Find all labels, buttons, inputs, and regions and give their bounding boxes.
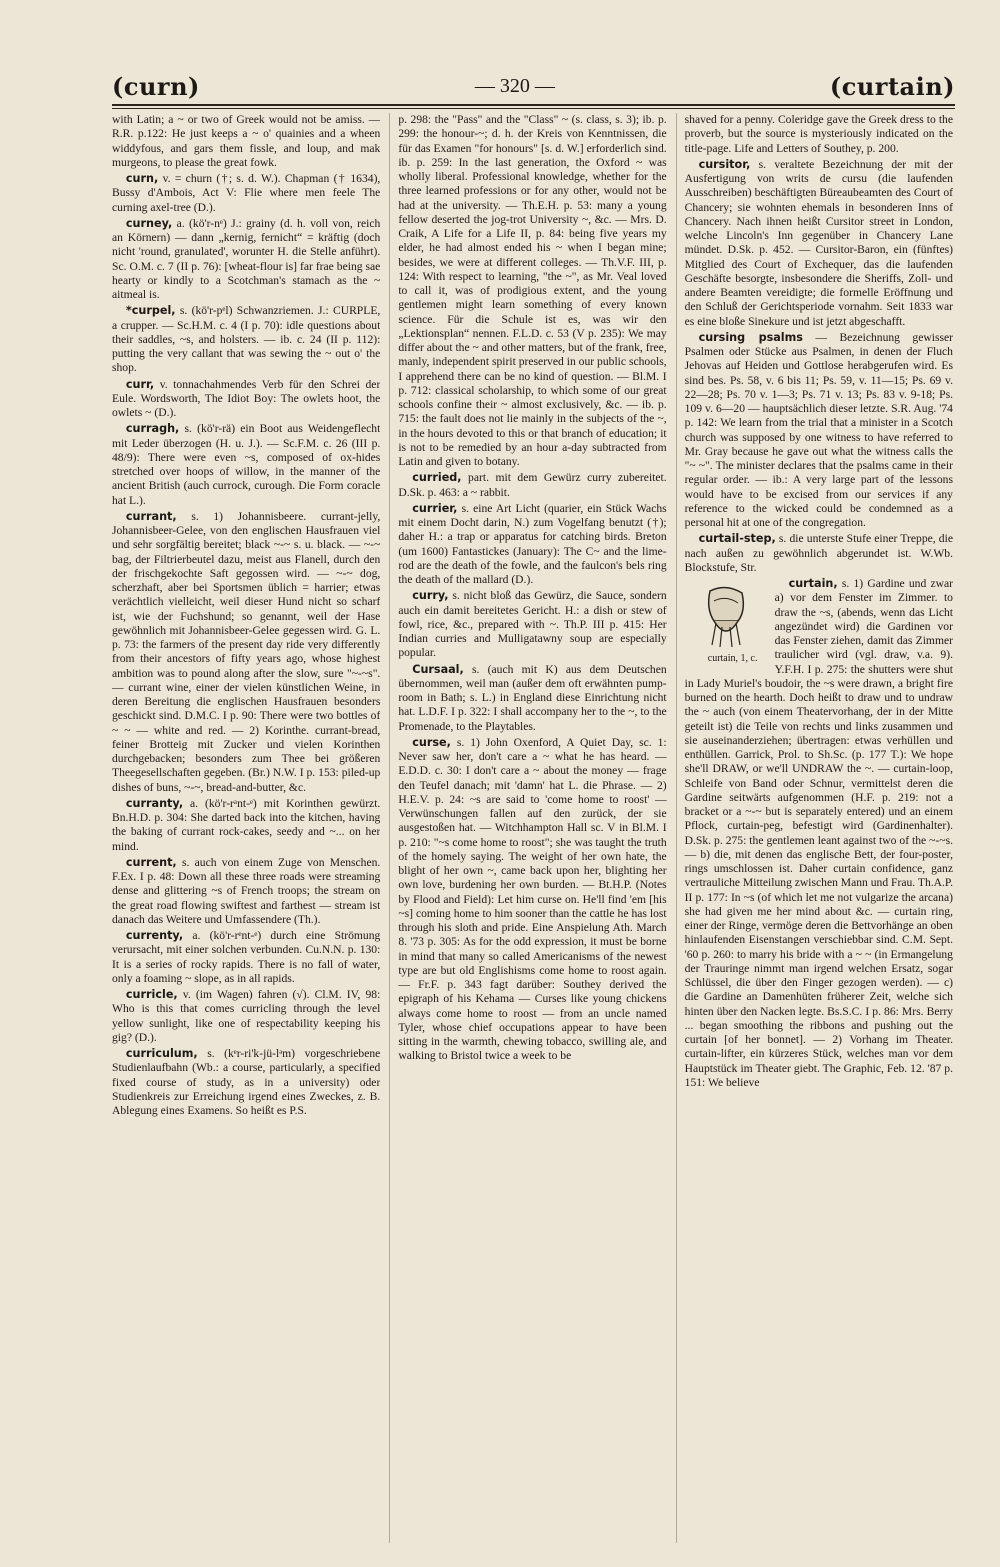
entry-headword: cursing psalms bbox=[698, 330, 803, 344]
entry-headword: currant, bbox=[125, 509, 177, 523]
header-rule bbox=[112, 104, 955, 109]
dictionary-entry bbox=[112, 510, 380, 795]
entry-text: v. (im Wagen) fahren (√). Cl.M. IV, 98: Who is this that comes curricling through the level yellow sunlight, like one of respectability keeping his gig? (D.). bbox=[112, 988, 381, 1044]
page-number: — 320 — bbox=[474, 74, 555, 97]
entry-text: s. (auch mit K) aus dem Deutschen übernommen, weil man (außer dem oft erwähnten pump-room in Bath; s. L.) in England diese Einrichtung nicht hat. L.D.F. I p. 322: I shall accompany her to the ~, to the Promenade, to the Playtables. bbox=[398, 662, 667, 733]
entry-text: a. (kö'r-nᵉ) J.: grainy (d. h. voll von, reich an Körnern) — dann „kernig, fernicht“ = kräftig (doch nicht 'round, granulated', worunter H. die Stelle anführt). Sc. O.M. c. 7 (II p. 76): [wheat-flour is] far frae being sae hearty or kindly to a Scotchman's stamach as the ~ aitmeal is. bbox=[112, 216, 381, 301]
dictionary-entry bbox=[112, 422, 380, 508]
entry-text: with Latin; a ~ or two of Greek would not be amiss. — R.R. p.122: He just keeps a ~ o' quainies and a wheen widdyfous, and gars them fissle, and loup, and mak murgeons, to please the great fowk. bbox=[112, 113, 381, 169]
entry-text: v. = churn (†; s. d. W.). Chapman († 1634), Bussy d'Ambois, Act V: Flie where men feele The curning axel-tree (D.). bbox=[112, 172, 381, 214]
entry-headword: current, bbox=[125, 855, 177, 869]
dictionary-entry bbox=[112, 1047, 380, 1118]
dictionary-entry bbox=[112, 172, 380, 215]
dictionary-entry bbox=[112, 797, 380, 854]
entry-headword: Cursaal, bbox=[412, 662, 464, 676]
entry-headword: curragh, bbox=[125, 422, 180, 436]
entry-headword: curn, bbox=[125, 172, 159, 185]
entry-text: v. tonnachahmendes Verb für den Schrei der Eule. Wordsworth, The Idiot Boy: The owlets hoot, the owlets ~ (D.). bbox=[112, 377, 381, 419]
text-columns bbox=[112, 113, 953, 1543]
entry-text: a. (kö'r-rᵃnt-ᵉ) mit Korinthen gewürzt. Bn.H.D. p. 304: She darted back into the kitchen, having the baking of currant rock-cakes, seedy and ~... on her mind. bbox=[112, 796, 381, 853]
continued-text bbox=[685, 113, 953, 156]
entry-headword: curry, bbox=[412, 589, 449, 603]
dictionary-entry bbox=[685, 158, 953, 329]
entry-headword: curricle, bbox=[125, 988, 178, 1001]
entry-headword: currier, bbox=[412, 501, 458, 515]
entry-headword: currenty, bbox=[125, 929, 184, 942]
dictionary-entry bbox=[112, 929, 380, 986]
dictionary-entry bbox=[685, 532, 953, 575]
dictionary-entry bbox=[112, 378, 380, 421]
column-2 bbox=[389, 113, 666, 1543]
entry-text: s. veraltete Bezeichnung der mit der Ausfertigung von writs de cursu (die laufenden Ausschreiben) beschäftigten Büreaubeamten des Court of Chancery; sie wohnten ehemals in besonderen Inns of Chancery. Nach ihnen heißt Cursitor street in London, welche Lincoln's Inn gegenüber in Chancery Lane mündet. D.Sk. p. 452. — Cursitor-Baron, ein (fünftes) Mitglied des Court of Exchequer, das die laufenden Geschäfte besorgte, insbesondere die Sheriffs, Zoll- und andere Beamten vereidigte; die formelle Eröffnung und den Schluß der Gerichtsperiode vornahm. Seit 1833 war es eine bloße Sinekure und ist jetzt abgeschafft. bbox=[684, 157, 953, 328]
column-1 bbox=[112, 113, 380, 1543]
dictionary-entry bbox=[685, 577, 953, 1090]
entry-headword: cursitor, bbox=[698, 157, 751, 171]
dictionary-entry bbox=[685, 331, 953, 531]
entry-headword: curriculum, bbox=[125, 1047, 198, 1060]
dictionary-entry bbox=[112, 988, 380, 1045]
entry-headword: curried, bbox=[412, 471, 462, 485]
left-running-headword: (curn) bbox=[112, 71, 200, 101]
entry-text: s. (kᵉr-ri'k-jü-lᵊm) vorgeschriebene Studienlaufbahn (Wb.: a course, particularly, a specified fixed course of study, as in a university) oder Studienkreis zur Erreichung irgend eines Zweckes, z. B. Ablegung eines Examens. So heißt es P.S. bbox=[112, 1047, 381, 1117]
entry-text: s. eine Art Licht (quarier, ein Stück Wachs mit einem Docht darin, N.) zum Vogelfang benutzt (†); daher H.: a trap or apparatus for catching birds. Breton (um 1600) Fantastickes (January): The C~ and the lime-rod are the death of the fowle, and the faulcon's bels ring the death of the mallard (D.). bbox=[398, 501, 667, 586]
dictionary-entry bbox=[112, 304, 380, 375]
dictionary-entry bbox=[112, 856, 380, 927]
page-header bbox=[112, 66, 955, 106]
entry-text: s. 1) Johannisbeere. currant-jelly, Johannisbeer-Gelee, von den englischen Hausfrauen viel und sehr sorgfältig bereitet; black ~-~ s. u. black. — ~-~ bag, der Filtrierbeutel dazu, meist aus Flanell, durch den der frischgekochte Saft gegossen wird. — ~-~ dog, scherzhaft, aber bei Sportsmen üblich = harrier; etwas verächtlich vielleicht, weil dieser Hund nicht so scharf ist, wie der Fuchshund; so genannt, weil der Hase gewöhnlich mit Johannisbeer-Gelee gegessen wird. G. L. p. 73: the farmers of the present day ride very differently from their ancestors of fifty years ago, whose highest ambition was to pound along after the slow, sure "~-~s". — currant wine, einer der vielen künstlichen Weine, in deren Bereitung die englischen Hausfrauen besonders geschickt sind. D.M.C. I p. 90: There were two bottles of ~ ~ — white and red. — 2) Korinthe. currant-bread, feiner Brotteig mit Zucker und vielen Korinthen durchgebacken; besonders zum Thee bei größeren Theegesellschaften gegeben. (Br.) N.W. I p. 153: piled-up dishes of buns, ~-~, bread-and-butter, &c. bbox=[112, 509, 381, 794]
dictionary-entry bbox=[398, 471, 666, 500]
right-running-headword: (curtain) bbox=[829, 71, 955, 101]
entry-headword: curr, bbox=[125, 377, 155, 391]
dictionary-entry bbox=[398, 502, 666, 588]
dictionary-entry bbox=[398, 736, 666, 1064]
entry-headword: curtain, bbox=[788, 577, 838, 590]
dictionary-entry bbox=[398, 589, 666, 660]
entry-text: — Bezeichnung gewisser Psalmen oder Stücke aus Psalmen, in denen der Fluch Jehovas auf Heiden und Gottlose herabgerufen wird. Es sind bes. Ps. 58, v. 6 bis 11; Ps. 59, v. 11—15; Ps. 69 v. 22—28; Ps. 70 v. 1—3; Ps. 71 v. 13; Ps. 83 v. 9-18; Ps. 109 v. 6—20 — hauptsächlich dieser letzte. S.R. Aug. '74 p. 142: We learn from the trial that a minister in a Scotch church was supposed by one witness to have referred to Mr. Gray because he gave out what the witness calls the "~ ~". The minister declares that the psalms came in their regular order. — ib.: A very large part of the lessons would have to be excised from our services if any reference to the wicked could be condemned as a personal hit at one of the congregation. bbox=[684, 330, 953, 529]
continued-text bbox=[112, 113, 380, 170]
entry-text: s. 1) Gardine und zwar a) vor dem Fenster im Zimmer. to draw the ~s, (abends, wenn das Licht angezündet wird) die Gardinen vor das Fenster ziehen, damit das Zimmer traulicher wird (vgl. draw, v.a. 9). Y.F.H. I p. 275: the shutters were shut in Lady Muriel's boudoir, the ~s were drawn, a bright fire burned on the hearth. Doch heißt to draw und to undraw the ~ auch (von einem Theatervorhang, der in der Mitte geteilt ist) die Teile von rechts und links zusammen und sie auseinanderziehen; übertragen: etwas verhüllen und enthüllen. Garrick, Prol. to Sh.Sc. (p. 177 T.): We hope she'll DRAW, or we'll UNDRAW the ~. — curtain-loop, Schleife von Band oder Schnur, vermittelst deren die Gardine seitwärts aufgenommen (H.F. p. 219: not a bracket or a ~-~ but is separately entered) und an einem Pflock, curtain-peg, befestigt wird (Gardinenhalter). D.Sk. p. 275: the gentlemen leant against two of the ~-~s. — b) die, mit denen das englische Bett, der four-poster, rings umschlossen ist. Daher curtain confidence, ganz vertrauliche Mitteilung zwischen Mann und Frau. Th.A.P. II p. 177: In ~s (of which let me not vulgarize the arcana) she had given me her mind about &c. — curtain ring, einer der Ringe, vermöge deren die Bettvorhänge an oben hinlaufenden Eisenstangen verschiebbar sind. C.M. Sept. '60 p. 260: to marry his bride with a ~ ~ (in Ermangelung der Trauringe nimmt man irgend welchen Ersatz, sogar Schlüssel, die über den Finger gezogen werden). — c) die Gardine an Damenhüten früherer Zeit, welche sich hinten über den Nacken legte. Bs.S.C. I p. 86: Mrs. Berry ... began smoothing the ribbons and pushing out the curtain [of her bonnet]. — 2) Vorhang im Theater. curtain-lifter, ein kürzeres Stück, welches man vor dem Hauptstück im Theater giebt. The Graphic, Feb. 12. '87 p. 151: We believe bbox=[684, 577, 953, 1089]
entry-headword: *curpel, bbox=[125, 304, 176, 318]
entry-headword: curse, bbox=[412, 735, 451, 749]
entry-text: s. (kö'r-rä) ein Boot aus Weidengeflecht mit Leder überzogen (H. u. J.). — Sc.F.M. c. 26 (III p. 48/9): There were even ~s, composed of ox-hides stretched over hoops of willow, in the manner of the ancient British (auch currock, curough. Die Form coracle hat L.). bbox=[112, 422, 381, 507]
continued-text bbox=[398, 113, 666, 469]
entry-text: s. die unterste Stufe einer Treppe, die nach außen zu gewöhnlich abgerundet ist. W.Wb. Blockstufe, Str. bbox=[684, 532, 953, 574]
column-3 bbox=[676, 113, 953, 1543]
dictionary-entry bbox=[398, 663, 666, 734]
entry-text: a. (kö'r-rᵉnt-ᵉ) durch eine Strömung verursacht, mit einer solchen verbunden. Cu.N.N. p. 130: It is a series of rocky rapids. There is no fall of water, only a foaming ~ slope, as in all rapids. bbox=[112, 929, 381, 985]
entry-text: s. nicht bloß das Gewürz, die Sauce, sondern auch ein damit bereitetes Gericht. H.: a dish or stew of fowl, rice, &c., prepared with ~. Th.P. III p. 415: Her Indian curries and Mulligatawny soup are especially popular. bbox=[398, 589, 667, 660]
entry-headword: curney, bbox=[125, 216, 173, 230]
entry-text: shaved for a penny. Coleridge gave the Greek dress to the proverb, but the source is mysteriously indicated on the title-page. Life and Letters of Southey, p. 200. bbox=[684, 113, 953, 155]
figure-caption: curtain, 1, c. bbox=[707, 653, 758, 664]
entry-text: s. (kö'r-pᵉl) Schwanzriemen. J.: CURPLE, a crupper. — Sc.H.M. c. 4 (I p. 70): idle questions about their saddles, ~s, and holsters. — ib. c. 24 (II p. 112): putting the very callant that was sewing the ~ out o' the shop. bbox=[112, 304, 381, 375]
bonnet-illustration bbox=[685, 581, 767, 665]
entry-headword: curtail-step, bbox=[698, 532, 776, 546]
dictionary-entry bbox=[112, 217, 380, 303]
entry-text: s. 1) John Oxenford, A Quiet Day, sc. 1: Never saw her, don't care a ~ what he has heard. — E.D.D. c. 30: I don't care a ~ about the money — frage den Teufel danach; mit 'damn' hat L. die Phrase. — 2) H.E.V. p. 24: ~s are said to 'come home to roost' — Verwünschungen fallen auf den zurück, der sie ausgestoßen hat. — Witchhampton Hall sc. V in Bl.M. I p. 210: "~s come home to roost"; she was taught the truth of the homely saying. The weight of her own hate, the blight of her own ~, came back upon her, blighting her own love, burdening her own burden. — Bt.H.P. (Notes by Flood and Field): Let him curse on. He'll find 'em [his ~s] coming home to him sooner than the cattle he has lost through his sloth and pride. Eine Anspielung Ath. March 8. '73 p. 305: As for the odd expression, it must be borne in mind that many so called Americanisms of the newest type are but old Englishisms come home to roost again. — Fr.F. p. 343 fagt darüber: Southey derived the epigraph of his Kehama — Curses like young chickens always come home to roost — from an uncle named Tyler, whose chief occupations appear to have been sitting in the warmth, chewing tobacco, swilling ale, and walking to Bristol twice a week to be bbox=[398, 735, 667, 1063]
entry-headword: curranty, bbox=[125, 796, 184, 810]
entry-text: part. mit dem Gewürz curry zubereitet. D.Sk. p. 463: a ~ rabbit. bbox=[398, 471, 667, 499]
entry-text: s. auch von einem Zuge von Menschen. F.Ex. I p. 48: Down all these three roads were streaming dense and glittering ~s of French troops; the stream on the great road flowing swiftest and farthest — stream ist danach das Weitere und Umfassendere (Th.). bbox=[112, 855, 381, 926]
entry-text: p. 298: the "Pass" and the "Class" ~ (s. class, s. 3); ib. p. 299: the honour-~; d. h. der Kreis von Kenntnissen, die für das Examen "for honours" [s. d. W.] erforderlich sind. ib. p. 259: In the last generation, the Oxford ~ was wholly liberal. Professional knowledge, whether for the three learned professions or for any other, would not be had at the university. — Th.E.H. p. 53: many a young fellow deserted the jog-trot University ~, &c. — Mrs. D. Craik, A Life for a Life II, p. 84: being five years my elder, he had almost ended his ~ when I began mine; besides, we were at different colleges. — Th.V.F. III, p. 124: With respect to learning, "the ~", as Mr. Veal loved to call it, was of prodigious extent, and the young gentlemen might learn something of every known science. Für die Schule ist es, was wir den „Lektionsplan“ nennen. F.L.D. c. 53 (V p. 235): We may differ about the ~ and other matters, but of the frank, free, manly, independent spirit preserved in our public schools, I apprehend there can be no kind of question. — Bl.M. I p. 712: classical scholarship, to which some of our great schools confine their ~ almost exclusively, &c. — ib. p. 715: the fault does not lie mainly in the subjects of the ~, in the hours devoted to this or that branch of education; it is not to be remedied by an hour a-day subtracted from Latin and given to botany. bbox=[398, 113, 667, 468]
